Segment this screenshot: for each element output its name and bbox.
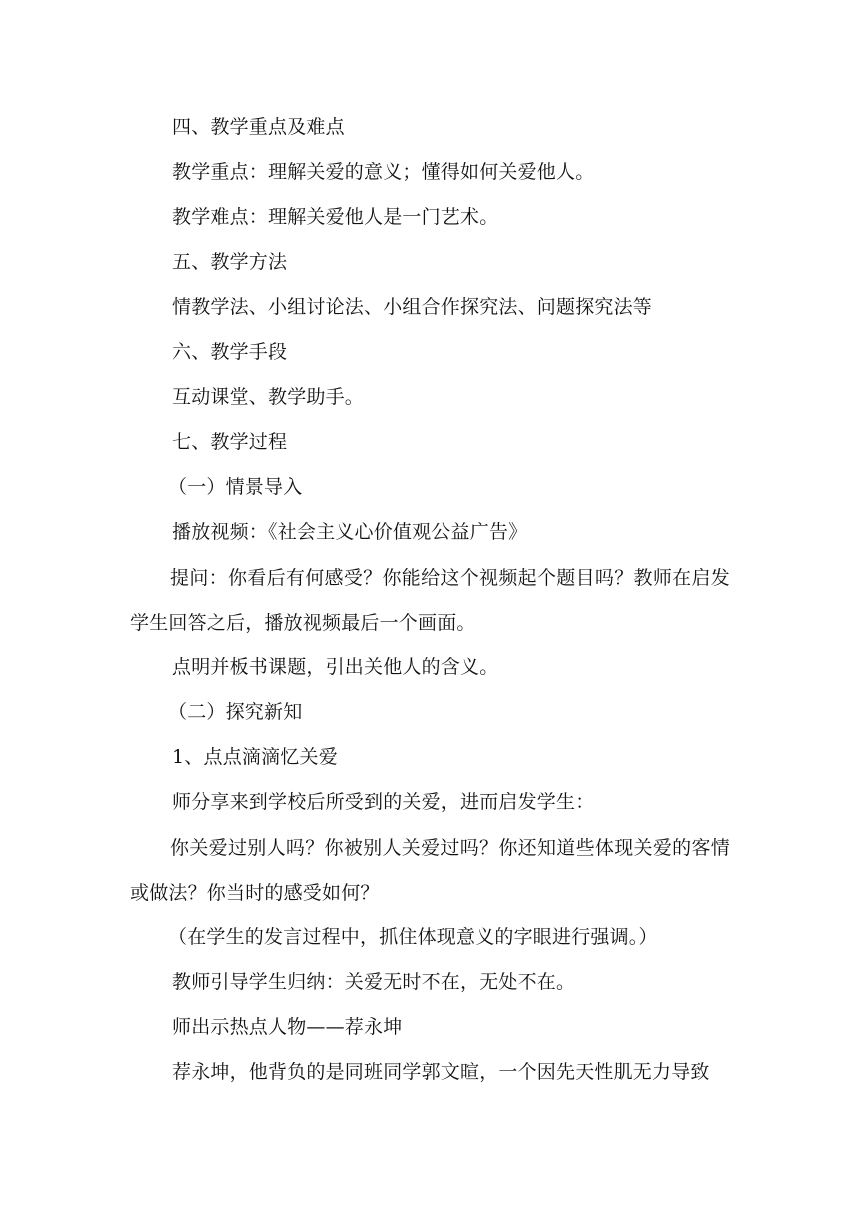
item-heading-recall: 1、点点滴滴忆关爱 [172, 746, 338, 768]
means-text: 互动课堂、教学助手。 [172, 386, 365, 408]
video-text: 播放视频：《社会主义心价值观公益广告》 [172, 521, 528, 543]
student-question-paragraph: 你关爱过别人吗？你被别人关爱过吗？你还知道些体现关爱的客情或做法？你当时的感受如何？ [130, 837, 730, 904]
question-paragraph: 提问：你看后有何感受？你能给这个视频起个题目吗？教师在启发学生回答之后，播放视频最后一个画面。 [130, 567, 730, 634]
section-heading-process: 七、教学过程 [172, 431, 288, 453]
subsection-heading-explore: （二）探究新知 [168, 701, 303, 723]
summary-text: 教师引导学生归纳：关爱无时不在，无处不在。 [172, 971, 576, 993]
difficulty-text: 教学难点：理解关爱他人是一门艺术。 [172, 206, 499, 228]
note-text: （在学生的发言过程中，抓住体现意义的字眼进行强调。） [168, 926, 658, 948]
hot-person-text: 师出示热点人物——荐永坤 [172, 1016, 403, 1038]
section-heading-methods: 五、教学方法 [172, 251, 288, 273]
topic-text: 点明并板书课题，引出关他人的含义。 [172, 656, 499, 678]
subsection-heading-intro: （一）情景导入 [168, 476, 303, 498]
teacher-share-text: 师分享来到学校后所受到的关爱，进而启发学生： [172, 791, 595, 813]
section-heading-key-points: 四、教学重点及难点 [172, 116, 345, 138]
methods-text: 情教学法、小组讨论法、小组合作探究法、问题探究法等 [172, 296, 653, 318]
story-text: 荐永坤，他背负的是同班同学郭文暄，一个因先天性肌无力导致 [172, 1061, 710, 1083]
section-heading-means: 六、教学手段 [172, 341, 288, 363]
key-point-text: 教学重点：理解关爱的意义；懂得如何关爱他人。 [172, 161, 595, 183]
